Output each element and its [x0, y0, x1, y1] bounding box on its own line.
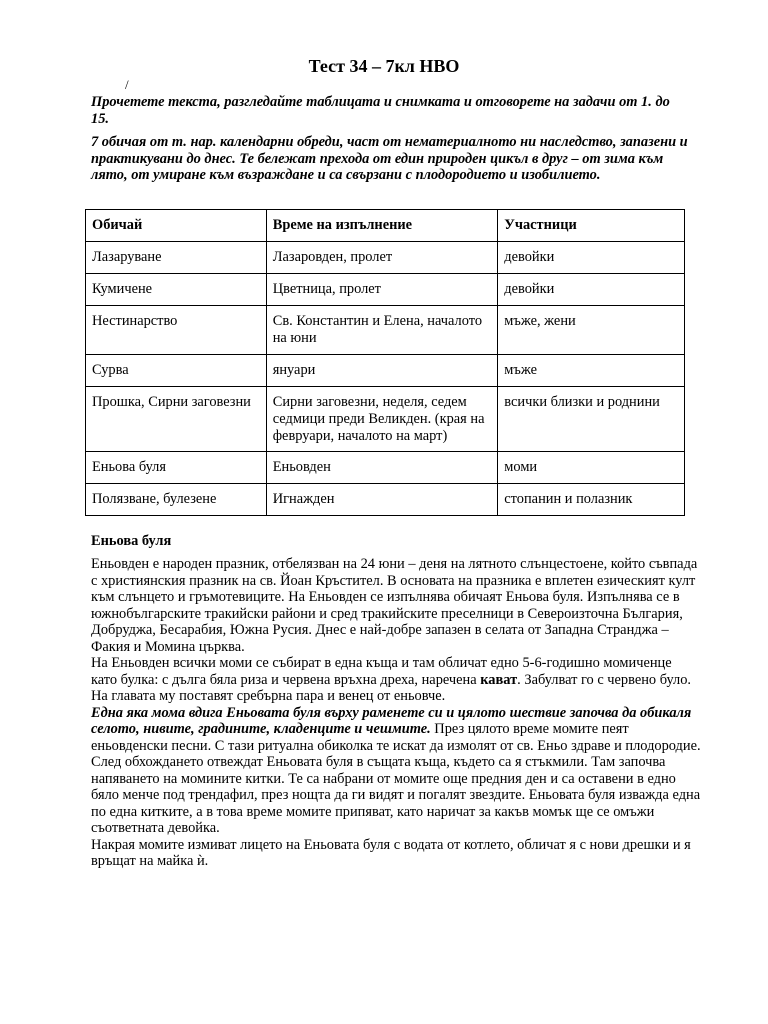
table-cell-custom: Кумичене	[86, 274, 267, 306]
table-row	[86, 452, 685, 484]
table-cell-time: Игнажден	[266, 484, 498, 516]
article-heading: Еньова буля	[91, 533, 172, 549]
table-cell-participants: всички близки и роднини	[498, 387, 685, 452]
table-cell-participants: мъже	[498, 355, 685, 387]
table-cell-time: Св. Константин и Елена, началото на юни	[266, 306, 498, 355]
table-cell-custom: Еньова буля	[86, 452, 267, 484]
table-row	[86, 242, 685, 274]
table-row	[86, 274, 685, 306]
table-row	[86, 387, 685, 452]
table-cell-time: Цветница, пролет	[266, 274, 498, 306]
term-kavat: кават	[480, 671, 518, 688]
stray-mark: /	[125, 77, 129, 92]
instructions-text: Прочетете текста, разгледайте таблицата и снимката и отговорете на задачи от 1. до 15.	[91, 94, 670, 127]
table-cell-time: Лазаровден, пролет	[266, 242, 498, 274]
column-header-custom: Обичай	[86, 210, 267, 242]
table-cell-participants: мъже, жени	[498, 306, 685, 355]
table-row	[86, 306, 685, 355]
table-cell-custom: Нестинарство	[86, 306, 267, 355]
article-emphasis-procession: Една яка мома вдига Еньовата буля върху раменете си и цялото шествие започва да обикаля селото, нивите, градините, кладенците и чешмите.	[91, 704, 692, 737]
column-header-time: Време на изпълнение	[266, 210, 498, 242]
table-cell-custom: Сурва	[86, 355, 267, 387]
table-cell-custom: Полязване, булезене	[86, 484, 267, 516]
table-cell-custom: Прошка, Сирни заговезни	[86, 387, 267, 452]
article-body	[91, 556, 701, 870]
article-paragraph-2-start: На Еньовден всички моми се събират в една къща и там обличат едно 5-6-годишно момиченце като булка: с дълга бяла риза и червена връхна дреха, наречена	[91, 655, 672, 688]
table-cell-participants: девойки	[498, 274, 685, 306]
table-cell-time: януари	[266, 355, 498, 387]
table-cell-time: Сирни заговезни, неделя, седем седмици преди Великден. (края на февруари, началото на март)	[266, 387, 498, 452]
intro-text: 7 обичая от т. нар. календарни обреди, част от нематериалното ни наследство, запазени и практикувани до днес. Те бележат прехода от един природен цикъл в друг – от зима към лято, от умиране към възраждане и са свързани с плодородието и изобилието.	[91, 134, 688, 183]
table-cell-participants: стопанин и полазник	[498, 484, 685, 516]
column-header-participants: Участници	[498, 210, 685, 242]
page-title: Тест 34 – 7кл НВО	[308, 56, 460, 76]
article-paragraph-2-end: . Забулват го с червено було. На главата му поставят сребърна пара и венец от еньовче.	[91, 671, 692, 704]
table-header-row	[86, 210, 685, 242]
table-cell-time: Еньовден	[266, 452, 498, 484]
table-row	[86, 484, 685, 516]
customs-table	[85, 209, 685, 516]
table-cell-participants: девойки	[498, 242, 685, 274]
table-cell-custom: Лазаруване	[86, 242, 267, 274]
article-paragraph-4: След обхождането отвеждат Еньовата буля в същата къща, където са я стъкмили. Там започва напяването на момините китки. Те са набрани от момите още предния ден и са оставени в едно бяло менче под трендафил, през нощта да ги видят и погалят звездите. Еньовата буля изважда една по една китките, а в това време момите припяват, като наричат за какъв момък ще се омъжи съответната девойка.	[91, 754, 701, 836]
table-cell-participants: моми	[498, 452, 685, 484]
article-paragraph-3: През цялото време момите пеят еньовденски песни. С тази ритуална обиколка те искат да измолят от св. Еньо здраве и плодородие.	[91, 721, 701, 754]
article-paragraph-1: Еньовден е народен празник, отбелязван на 24 юни – деня на лятното слънцестоене, който съвпада с християнския празник на св. Йоан Кръстител. В основата на празника е вплетен езическият култ към слънцето и гръмотевиците. На Еньовден се изпълнява обичаят Еньова буля. Изпълнява се в южнобългарските тракийски райони и сред тракийските преселници в Североизточна България, Добруджа, Бесарабия, Южна Русия. Днес е най-добре запазен в селата от Западна Странджа – Факия и Момина църква.	[91, 556, 698, 655]
article-paragraph-5: Накрая момите измиват лицето на Еньовата буля с водата от котлето, обличат я с нови дрешки и я връщат на майка ѝ.	[91, 836, 691, 869]
table-row	[86, 355, 685, 387]
